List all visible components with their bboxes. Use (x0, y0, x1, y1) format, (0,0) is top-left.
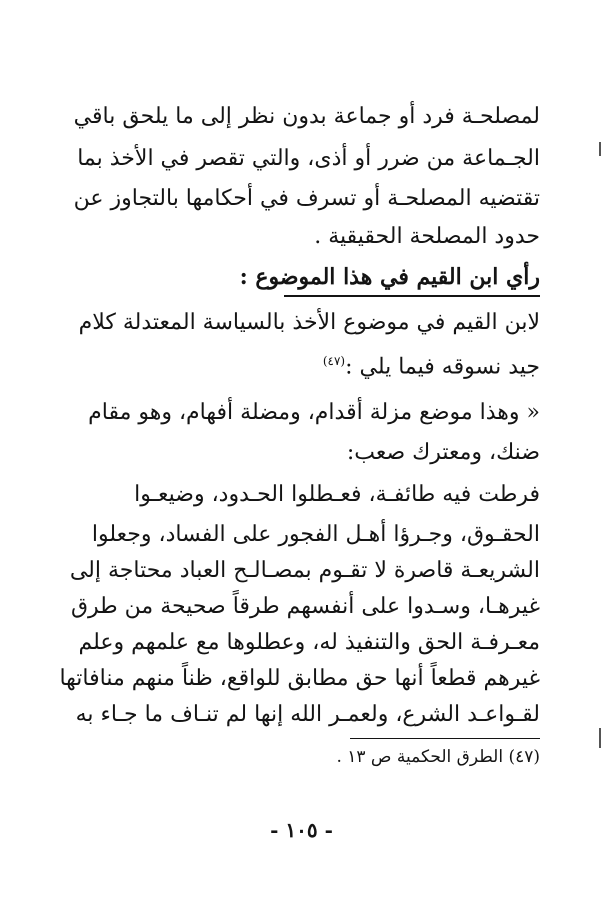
paragraph-2-line-2-text: جيد نسوقه فيما يلي : (345, 354, 540, 380)
paragraph-3-line-2: الحقـوق، وجـرؤا أهـل الفجور على الفساد، وجعلوا (91, 522, 540, 547)
page-number: - ١٠٥ - (270, 818, 333, 842)
paragraph-3-line-1: فرطت فيه طائفـة، فعـطلوا الحـدود، وضيعـوا (134, 482, 540, 507)
paragraph-3-line-3: الشريعـة قاصرة لا تقـوم بمصـالـح العباد محتاجة إلى (69, 558, 540, 583)
footnote-47: (٤٧) الطرق الحكمية ص ١٣ . (336, 747, 540, 767)
scan-edge-mark-top (599, 142, 601, 156)
quote-line-1: « وهذا موضع مزلة أقدام، ومضلة أفهام، وهو مقام (88, 400, 540, 425)
paragraph-1-line-2: الجـماعة من ضرر أو أذى، والتي تقصر في الأخذ بما (77, 146, 540, 171)
paragraph-3-line-6: غيرهم قطعاً أنها حق مطابق للواقع، ظناً منهم منافاتها (59, 666, 540, 691)
quote-line-2: ضنك، ومعترك صعب: (346, 440, 540, 465)
paragraph-1-line-3: تقتضيه المصلحـة أو تسرف في أحكامها بالتجاوز عن (73, 186, 540, 211)
paragraph-1-line-4: حدود المصلحة الحقيقية . (314, 224, 540, 249)
footnote-reference[interactable]: (٤٧) (322, 354, 346, 368)
paragraph-3-line-7: لقـواعـد الشرع، ولعمـر الله إنها لم تنـاف ما جـاء به (75, 702, 540, 727)
heading-underline (284, 295, 540, 297)
scan-edge-mark-bottom (599, 728, 601, 748)
paragraph-2-line-2 (100, 344, 540, 384)
footnote-divider (350, 738, 540, 739)
paragraph-3-line-5: معـرفـة الحق والتنفيذ له، وعطلوها مع علمهم وعلم (78, 630, 540, 655)
paragraph-1-line-1: لمصلحـة فرد أو جماعة بدون نظر إلى ما يلحق باقي (73, 104, 540, 129)
paragraph-3-line-4: غيرهـا، وسـدوا على أنفسهم طرقاً صحيحة من طرق (70, 594, 540, 619)
paragraph-2-line-1: لابن القيم في موضوع الأخذ بالسياسة المعتدلة كلام (78, 310, 540, 335)
section-heading: رأي ابن القيم في هذا الموضوع : (239, 264, 540, 290)
